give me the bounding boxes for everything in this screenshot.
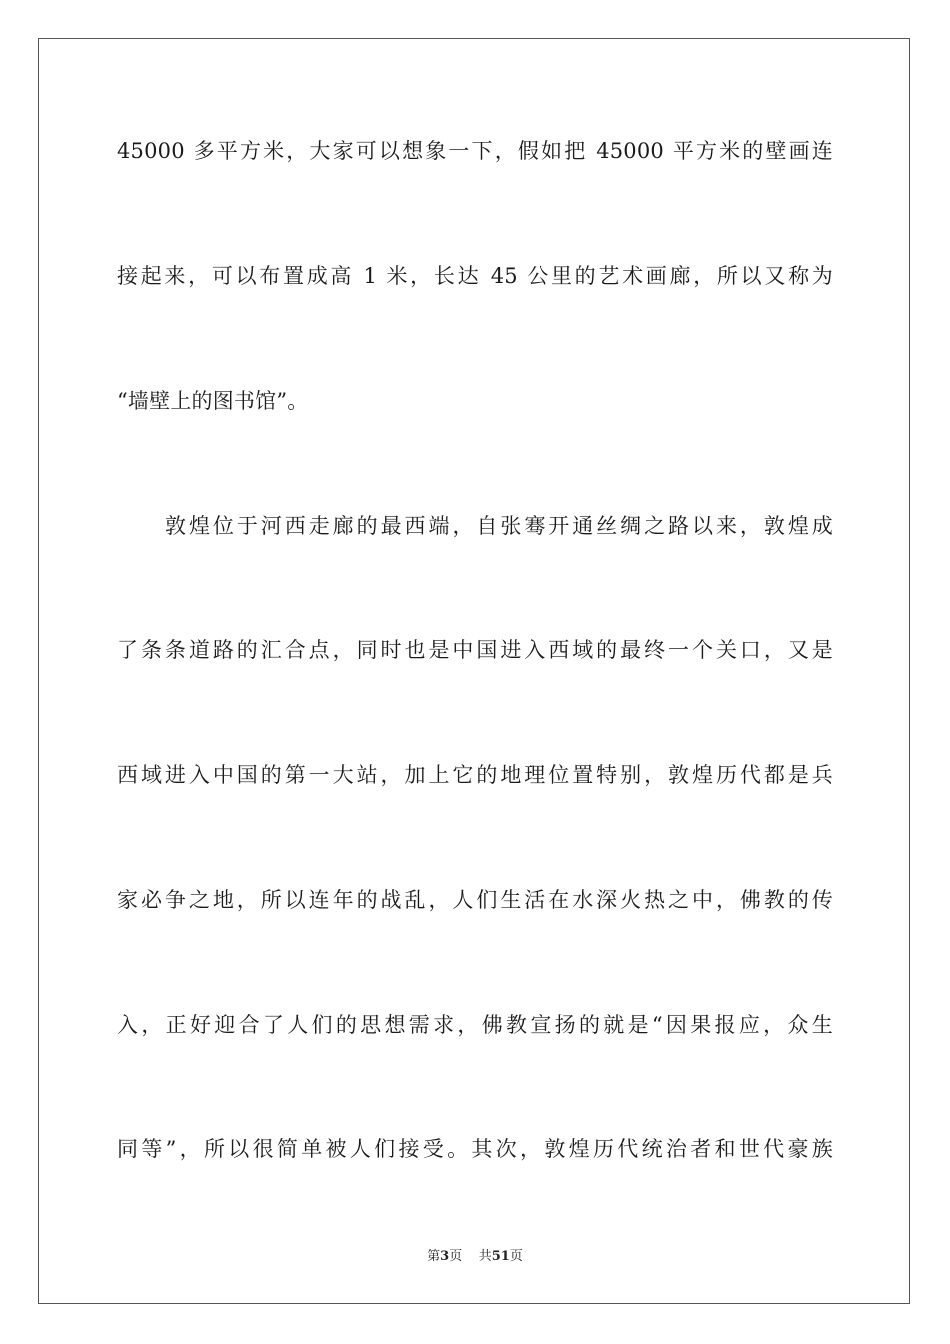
footer-total-prefix: 共 <box>478 1249 492 1264</box>
text-line-8: 入，正好迎合了人们的思想需求，佛教宣扬的就是“因果报应，众生 <box>117 1013 833 1037</box>
text-line-2: 接起来，可以布置成高 1 米，长达 45 公里的艺术画廊，所以又称为 <box>117 264 833 288</box>
text-line-6: 西域进入中国的第一大站，加上它的地理位置特别，敦煌历代都是兵 <box>117 763 833 787</box>
text-line-7: 家必争之地，所以连年的战乱，人们生活在水深火热之中，佛教的传 <box>117 888 833 912</box>
text-line-5: 了条条道路的汇合点，同时也是中国进入西域的最终一个关口，又是 <box>117 638 833 662</box>
page-footer <box>0 1248 950 1266</box>
footer-total-suffix: 页 <box>509 1249 523 1264</box>
footer-page-prefix: 第 <box>427 1249 441 1264</box>
page-border <box>38 38 910 1304</box>
footer-page-number: 3 <box>440 1249 450 1264</box>
text-line-3: “墙壁上的图书馆”。 <box>117 389 309 413</box>
text-line-1: 45000 多平方米，大家可以想象一下，假如把 45000 平方米的壁画连 <box>117 139 833 163</box>
footer-total-pages: 51 <box>491 1249 510 1264</box>
text-line-9: 同等”，所以很简单被人们接受。其次，敦煌历代统治者和世代豪族 <box>117 1137 833 1161</box>
footer-page-suffix: 页 <box>449 1249 463 1264</box>
text-line-4: 敦煌位于河西走廊的最西端，自张骞开通丝绸之路以来，敦煌成 <box>165 514 833 538</box>
